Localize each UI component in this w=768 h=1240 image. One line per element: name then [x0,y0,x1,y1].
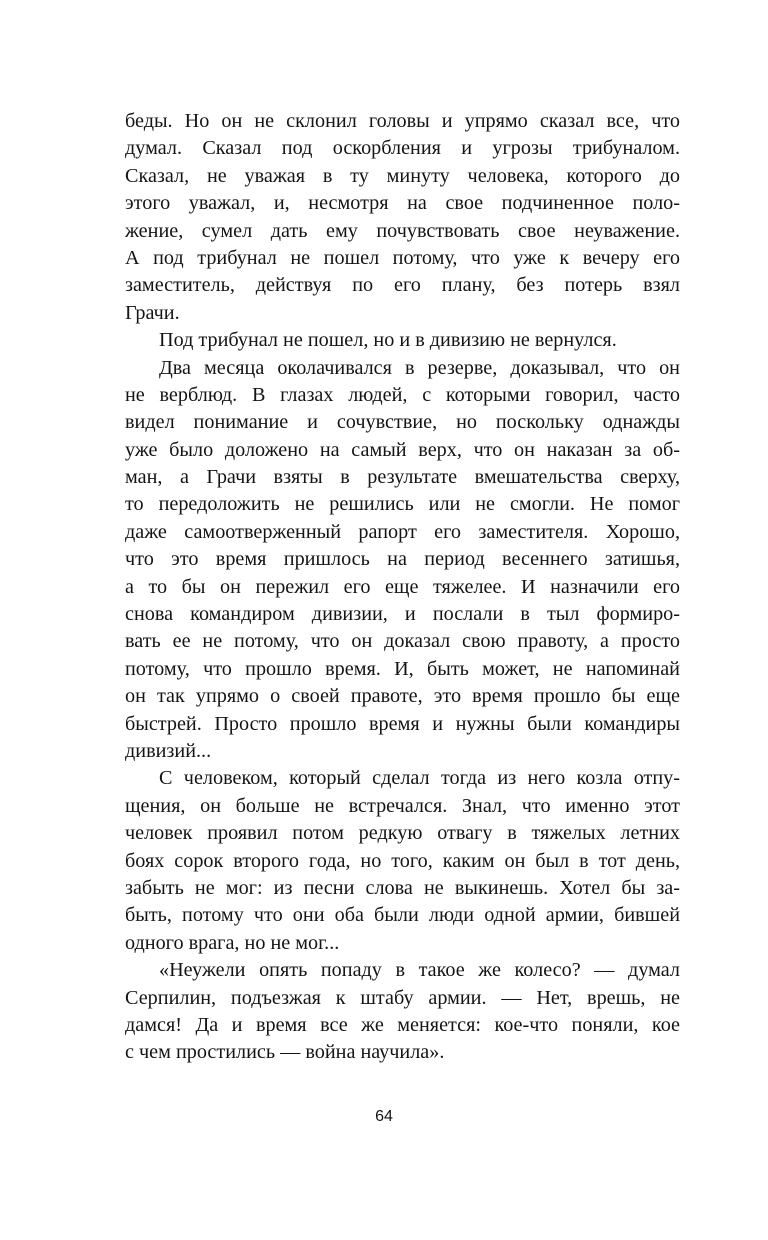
text-line: видел понимание и сочувствие, но поскольку однажды [125,411,680,434]
text-line: Грачи. [125,301,180,324]
text-line: С человеком, который сделал тогда из него козла отпу- [159,767,680,790]
text-line: щения, он больше не встречался. Знал, что именно этот [125,794,680,817]
text-line: Сказал, не уважая в ту минуту человека, которого до [125,164,680,187]
text-line: даже самоотверженный рапорт его заместителя. Хорошо, [125,520,680,543]
text-line: беды. Но он не склонил головы и упрямо сказал все, что [125,110,680,132]
text-line: этого уважал, и, несмотря на свое подчиненное поло- [125,192,680,215]
text-line: потому, что прошло время. И, быть может, не напоминай [125,657,680,680]
paragraph [125,957,680,1067]
text-line: не верблюд. В глазах людей, с которыми говорил, часто [125,383,680,406]
text-line: «Неужели опять попаду в такое же колесо? — думал [159,959,680,982]
text-line: ман, а Грачи взяты в результате вмешательства сверху, [125,466,680,489]
text-line: забыть не мог: из песни слова не выкинешь. Хотел бы за- [125,876,680,899]
text-line: человек проявил потом редкую отвагу в тяжелых летних [125,822,680,845]
text-line: вать ее не потому, что он доказал свою правоту, а просто [125,630,680,653]
text-line: дамся! Да и время все же меняется: кое-что поняли, кое [125,1013,680,1036]
text-line: Два месяца околачивался в резерве, доказывал, что он [159,356,680,379]
text-line: дивизий... [125,739,212,762]
text-line: Под трибунал не пошел, но и в дивизию не вернулся. [159,329,617,352]
paragraph [125,765,680,957]
text-line: одного врага, но не мог... [125,931,340,954]
text-line: Серпилин, подъезжая к штабу армии. — Нет, врешь, не [125,986,680,1009]
text-line: уже было доложено на самый верх, что он наказан за об- [125,438,680,461]
page-number: 64 [375,1108,393,1125]
text-line: а то бы он пережил его еще тяжелее. И назначили его [125,575,680,598]
text-line: быстрей. Просто прошло время и нужны были командиры [125,712,680,735]
text-line: жение, сумел дать ему почувствовать свое неуважение. [125,219,680,242]
page-body [125,108,680,1067]
text-line: боях сорок второго года, но того, каким он был в тот день, [125,849,680,872]
paragraph [125,108,680,327]
text-line: что это время пришлось на период весеннего затишья, [125,548,680,571]
text-line: заместитель, действуя по его плану, без потерь взял [125,274,680,297]
paragraph [125,355,680,766]
text-line: быть, потому что они оба были люди одной армии, бившей [125,904,680,927]
text-line: он так упрямо о своей правоте, это время прошло бы еще [125,685,680,708]
text-line: то передоложить не решились или не смогли. Не помог [125,493,680,516]
text-line: с чем простились — война научила». [125,1041,445,1064]
text-line: А под трибунал не пошел потому, что уже к вечеру его [125,246,680,269]
text-line: снова командиром дивизии, и послали в тыл формиро- [125,603,680,626]
paragraph [125,327,680,354]
text-line: думал. Сказал под оскорбления и угрозы трибуналом. [125,137,680,160]
